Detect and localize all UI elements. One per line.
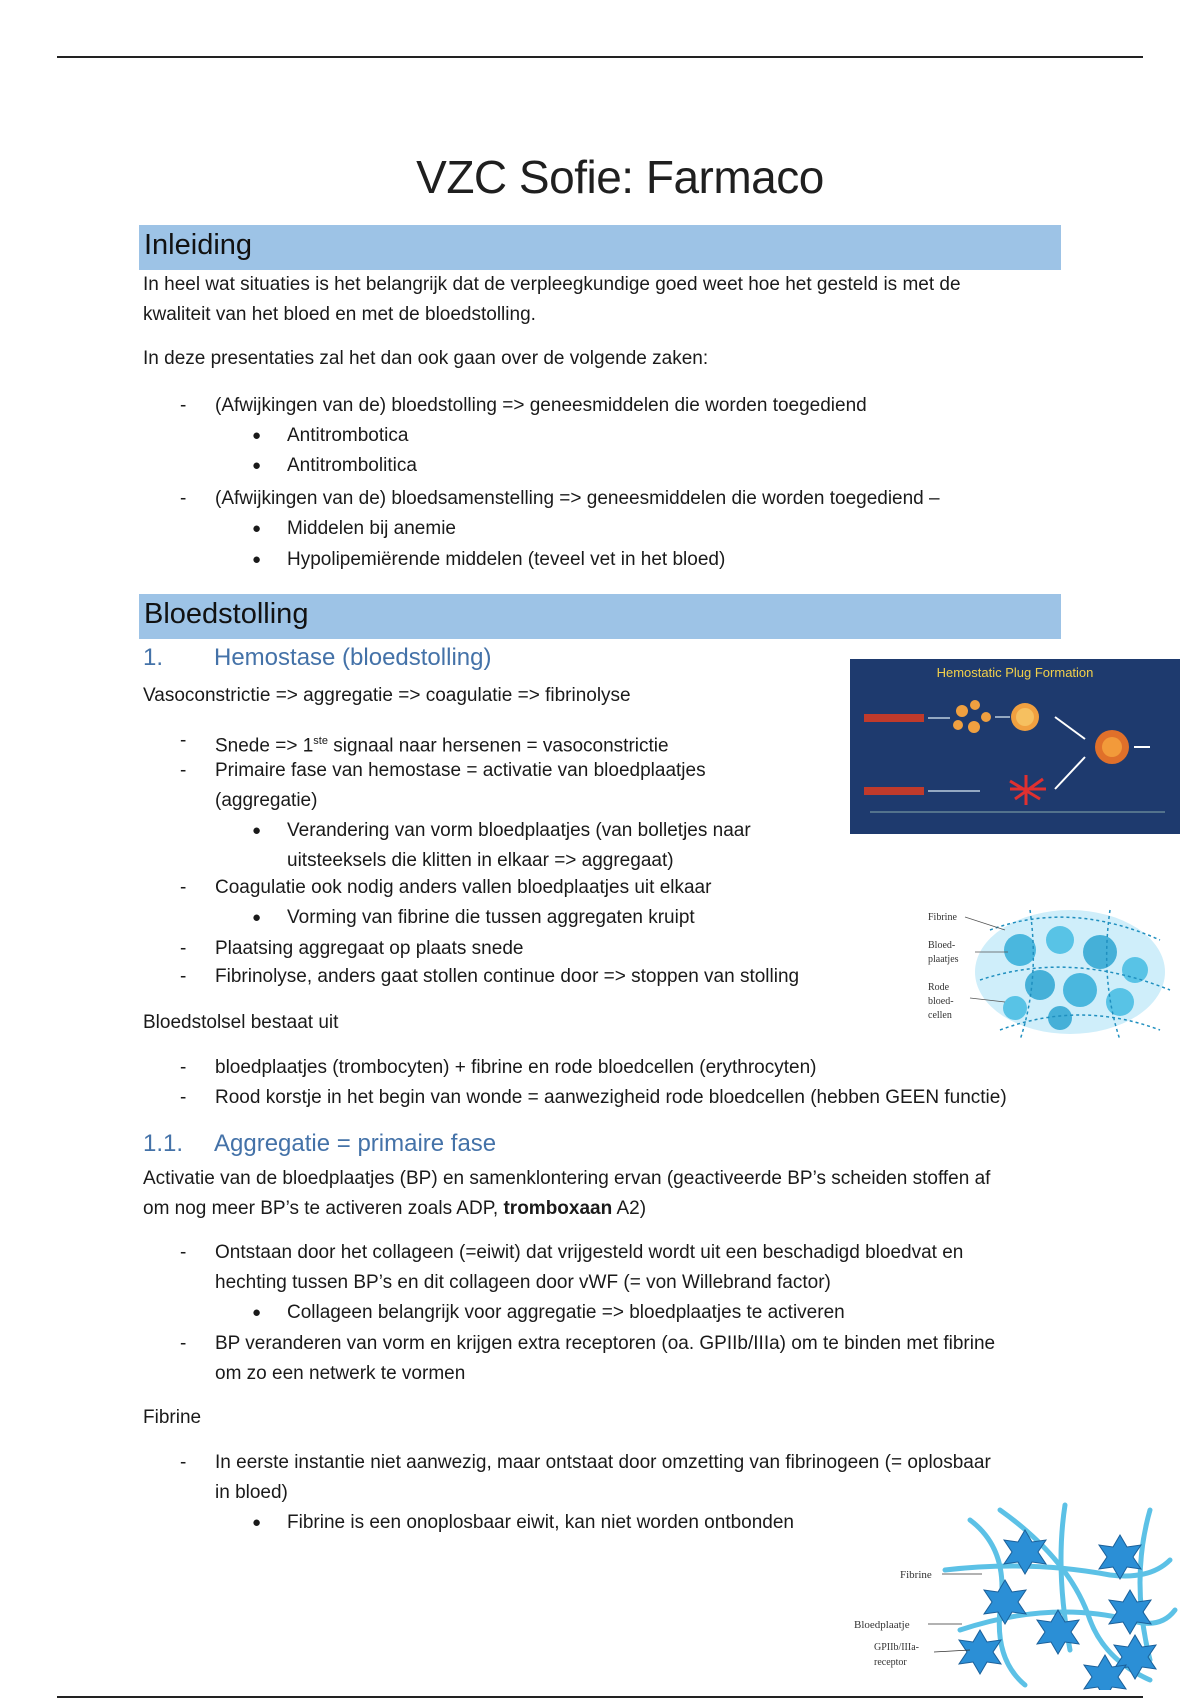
coagulation-label-box [864, 787, 924, 795]
hemostase-chain: Vasoconstrictie => aggregatie => coagulatie => fibrinolyse [143, 685, 631, 706]
svg-text:Bloedplaatje: Bloedplaatje [854, 1619, 910, 1631]
plug-icon [1095, 730, 1129, 764]
header-rule [57, 56, 1143, 58]
svg-text:Fibrine: Fibrine [900, 1569, 932, 1581]
figure-background [850, 659, 1180, 834]
svg-text:Bloed-: Bloed- [928, 940, 956, 951]
svg-text:Rode: Rode [928, 982, 950, 993]
svg-text:bloed-: bloed- [928, 996, 954, 1007]
section-heading-inleiding: Inleiding [139, 225, 1061, 270]
page-title: VZC Sofie: Farmaco [416, 151, 824, 203]
fibrine-heading: Fibrine [143, 1407, 202, 1428]
clot-intro: Bloedstolsel bestaat uit [143, 1012, 339, 1033]
clot-figure [920, 890, 1180, 1050]
hemostatic-plug-figure [850, 659, 1180, 834]
section-heading-bloedstolling: Bloedstolling [139, 594, 1061, 639]
figure-title: Hemostatic Plug Formation [936, 665, 1094, 680]
intro-paragraph: In heel wat situaties is het belangrijk dat de verpleegkundige goed weet hoe het gesteld is met de kwaliteit van het bloed en met de bloedstolling. [143, 274, 961, 325]
subheading-hemostase: 1. Hemostase (bloedstolling) [143, 644, 492, 671]
svg-text:plaatjes: plaatjes [928, 954, 959, 965]
svg-text:receptor: receptor [874, 1657, 907, 1668]
svg-text:Fibrine: Fibrine [928, 912, 957, 923]
aggregate-icon [1011, 703, 1039, 731]
intro-paragraph-2: In deze presentaties zal het dan ook gaan over de volgende zaken: [143, 348, 709, 369]
aggregation-label-box [864, 714, 924, 722]
aggregatie-paragraph: Activatie van de bloedplaatjes (BP) en samenklontering ervan (geactiveerde BP’s scheiden stoffen af om nog meer BP’s te activeren zoals ADP, tromboxaan A2) [143, 1168, 991, 1219]
footer-rule [57, 1696, 1143, 1698]
svg-text:GPIIb/IIIa-: GPIIb/IIIa- [874, 1642, 919, 1653]
platelet-star-icons [959, 1530, 1156, 1690]
fibrin-network-figure [850, 1500, 1180, 1690]
subheading-aggregatie: 1.1. Aggregatie = primaire fase [143, 1130, 497, 1157]
svg-text:cellen: cellen [928, 1010, 952, 1021]
